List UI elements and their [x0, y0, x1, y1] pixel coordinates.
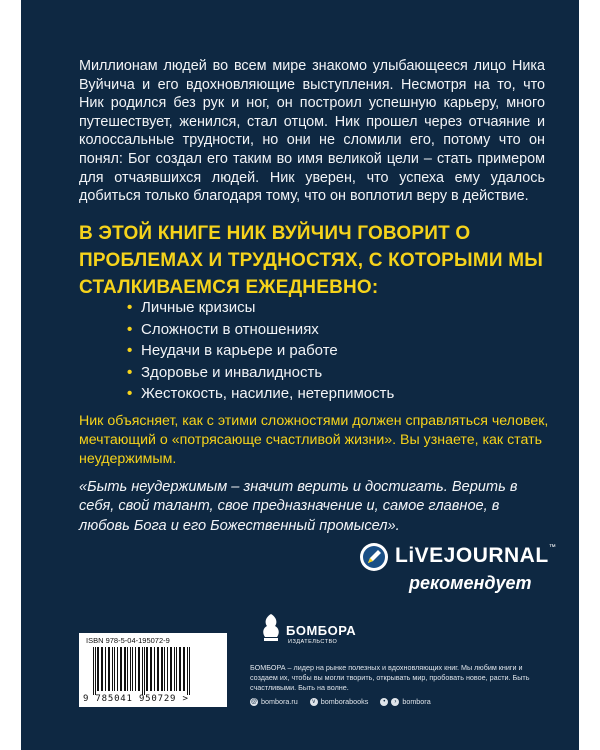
livejournal-name: LiVEJOURNAL™	[395, 544, 557, 567]
bullet-icon: •	[127, 299, 133, 316]
list-item: • Неудачи в карьере и работе	[127, 340, 507, 362]
quote-paragraph: «Быть неудержимым – значит верить и достигать. Верить в себя, свой талант, свое предназначение и, самое главное, в любовь Бога и его Божественный промысел».	[79, 479, 518, 534]
link-social[interactable]: • › bombora	[380, 697, 430, 706]
intro-paragraph: Миллионам людей во всем мире знакомо улыбающееся лицо Ника Вуйчича и его вдохновляющие выступления. Несмотря на то, что Ник родился без рук и ног, он построил успешную карьеру, много путешествует, женился, стал отцом. Ник прошел через отчаяние и колоссальные трудности, но они не сломили его, потому что он понял: Бог создал его таким во имя великой цели – стать примером для отчаявшихся людей. Ник уверен, что успеха ему удалось добиться только благодаря тому, что он воплотил веру в действие.	[79, 58, 545, 205]
bullet-icon: •	[127, 342, 133, 360]
barcode	[79, 633, 227, 707]
list-item: • Жестокость, насилие, нетерпимость	[127, 383, 507, 405]
link-vk[interactable]: v bomborabooks	[310, 697, 369, 706]
isbn-label: ISBN 978-5-04-195072-9	[86, 636, 170, 645]
telegram-icon: ›	[391, 698, 399, 706]
link-website[interactable]: @ bombora.ru	[250, 697, 298, 706]
book-back-cover	[21, 0, 579, 750]
list-item: • Личные кризисы	[127, 297, 507, 319]
topics-list	[127, 297, 507, 405]
list-item: • Сложности в отношениях	[127, 319, 507, 341]
vk-icon: v	[310, 698, 318, 706]
at-icon: @	[250, 698, 258, 705]
publisher-subtitle: ИЗДАТЕЛЬСТВО	[288, 639, 338, 645]
publisher-links	[250, 697, 548, 706]
explanation-paragraph: Ник объясняет, как с этими сложностями должен справляться человек, мечтающий о «потрясающе счастливой жизни». Вы узнаете, как стать неудержимым.	[79, 413, 549, 468]
bullet-icon: •	[127, 385, 133, 403]
recommends-label: рекомендует	[409, 573, 532, 593]
livejournal-logo	[359, 538, 557, 608]
headline: В ЭТОЙ КНИГЕ НИК ВУЙЧИЧ ГОВОРИТ О ПРОБЛЕМАХ И ТРУДНОСТЯХ, С КОТОРЫМИ МЫ СТАЛКИВАЕМСЯ ЕЖЕДНЕВНО:	[79, 223, 544, 298]
social-icon: •	[380, 698, 388, 706]
list-item: • Здоровье и инвалидность	[127, 362, 507, 384]
pencil-badge-icon	[359, 542, 389, 572]
barcode-bars	[93, 647, 219, 695]
bombora-logo-icon	[260, 613, 282, 643]
bullet-icon: •	[127, 363, 133, 381]
bullet-icon: •	[127, 320, 133, 338]
publisher-description: БОМБОРА – лидер на рынке полезных и вдохновляющих книг. Мы любим книги и создаем их, чтобы вы могли творить, открывать мир, пробовать новое, расти. Быть счастливыми. Быть на волне.	[250, 663, 530, 692]
publisher-name: БОМБОРА	[286, 623, 357, 638]
barcode-digits: 9 785041 950729 >	[83, 694, 189, 704]
